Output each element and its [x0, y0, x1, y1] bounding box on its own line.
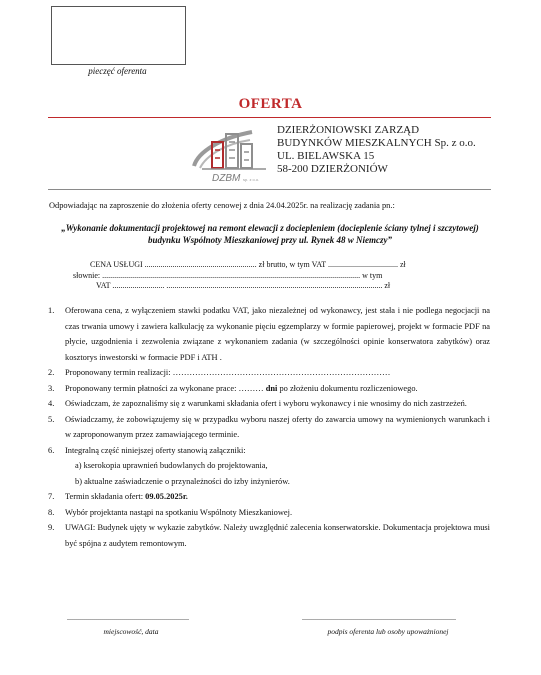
item-number: 7. — [48, 492, 55, 501]
item-text: UWAGI: Budynek ujęty w wykazie zabytków. Należy uwzględnić zalecenia konserwatorskie. Dokumentacja projektowa musi być spójna z audytem remontowym. — [65, 523, 490, 548]
item-number: 4. — [48, 399, 55, 408]
item-number: 8. — [48, 507, 55, 517]
stamp-label: pieczęć oferenta — [88, 66, 147, 76]
item-bold-text: dni — [265, 383, 278, 393]
item-text: po złożeniu dokumentu rozliczeniowego. — [277, 383, 418, 393]
signature-label: podpis oferenta lub osoby upoważnionej — [327, 627, 449, 636]
company-line: UL. BIELAWSKA 15 — [277, 150, 375, 162]
item-number: 9. — [48, 523, 55, 532]
document-title: OFERTA — [238, 96, 303, 112]
place-date-label: miejscowość, data — [103, 627, 159, 636]
item-text: Wybór projektanta nastąpi na spotkaniu Wspólnoty Mieszkaniowej. — [65, 507, 293, 517]
list-item — [48, 396, 490, 412]
item-number: 2. — [48, 368, 55, 377]
item-bold-text: 09.05.2025r. — [145, 492, 188, 501]
company-address — [277, 124, 476, 176]
signature-line: ............................................................................. — [302, 613, 456, 622]
list-item — [48, 381, 490, 397]
price-line-words: słownie: ................................................................................................................................. w tym — [73, 271, 383, 280]
list-item — [48, 505, 490, 521]
item-number: 6. — [48, 445, 55, 455]
company-line: DZIERŻONIOWSKI ZARZĄD — [277, 124, 420, 136]
item-number: 5. — [48, 414, 55, 424]
title-divider — [48, 117, 491, 118]
logo-text: DZBM — [212, 173, 241, 184]
attachment-item: a) kserokopia uprawnień budowlanych do projektowania, — [75, 461, 268, 470]
task-subject: „Wykonanie dokumentacji projektowej na remont elewacji z dociepleniem (docieplenie ściany tylnej i szczytowej) budynku Wspólnoty Mieszkaniowej przy ul. Rynek 48 w Niemczy” — [61, 223, 479, 245]
list-item — [48, 520, 490, 551]
item-text: Oświadczam, że zapoznaliśmy się z warunkami składania ofert i wyboru wykonawcy i nie wnosimy do nich zastrzeżeń. — [65, 399, 467, 408]
list-item — [48, 489, 490, 505]
logo-small-text: sp. z o.o. — [243, 177, 260, 182]
item-text: Integralną część niniejszej oferty stanowią załączniki: — [65, 445, 246, 455]
company-line: 58-200 DZIERŻONIÓW — [277, 163, 388, 175]
item-number: 1. — [48, 306, 55, 315]
stamp-box — [51, 6, 186, 65]
list-item — [48, 303, 490, 365]
list-item — [48, 365, 490, 381]
place-date-line: ............................................................. — [67, 613, 189, 622]
item-text: Oświadczamy, że zobowiązujemy się w przypadku wyboru naszej oferty do zawarcia umowy na wymienionych warunkach i w zaproponowanym przez zamawiającego terminie. — [65, 414, 490, 439]
attachment-item: b) aktualne zaświadczenie o przynależności do izby inżynierów. — [75, 476, 290, 486]
company-line: BUDYNKÓW MIESZKALNYCH Sp. z o.o. — [277, 137, 476, 149]
list-item — [48, 443, 490, 490]
item-text: Proponowany termin realizacji: …………………………………………………………………… — [65, 368, 391, 377]
conditions-list — [48, 303, 490, 551]
company-logo — [190, 122, 272, 186]
header-divider — [48, 189, 491, 190]
list-item — [48, 412, 490, 443]
item-text: Termin składania ofert: — [65, 492, 146, 501]
price-line-gross: CENA USŁUGI ........................................................ zł brutto, w tym VAT ................................... zł — [90, 260, 406, 269]
item-text: Oferowana cena, z wyłączeniem stawki podatku VAT, jako niezależnej od wykonawcy, jest stała i nie podlega negocjacji na czas trwania umowy i zawiera kalkulację za wykonanie pięciu egzemplarzy w formie papierowej, projekt w formacie PDF na płycie, uzgodnienia i zezwolenia związane z wykonaniem zadania (w szczególności opinie konserwatora zabytków) oraz kosztorys inwestorski w formacie PDF i ATH . — [65, 306, 490, 362]
price-line-vat: VAT .......................... ............................................................................................................ zł — [96, 281, 391, 290]
item-number: 3. — [48, 383, 55, 393]
item-text: Proponowany termin płatności za wykonane prace: ……… — [65, 383, 266, 393]
intro-text: Odpowiadając na zaproszenie do złożenia oferty cenowej z dnia 24.04.2025r. na realizację zadania pn.: — [49, 201, 395, 210]
